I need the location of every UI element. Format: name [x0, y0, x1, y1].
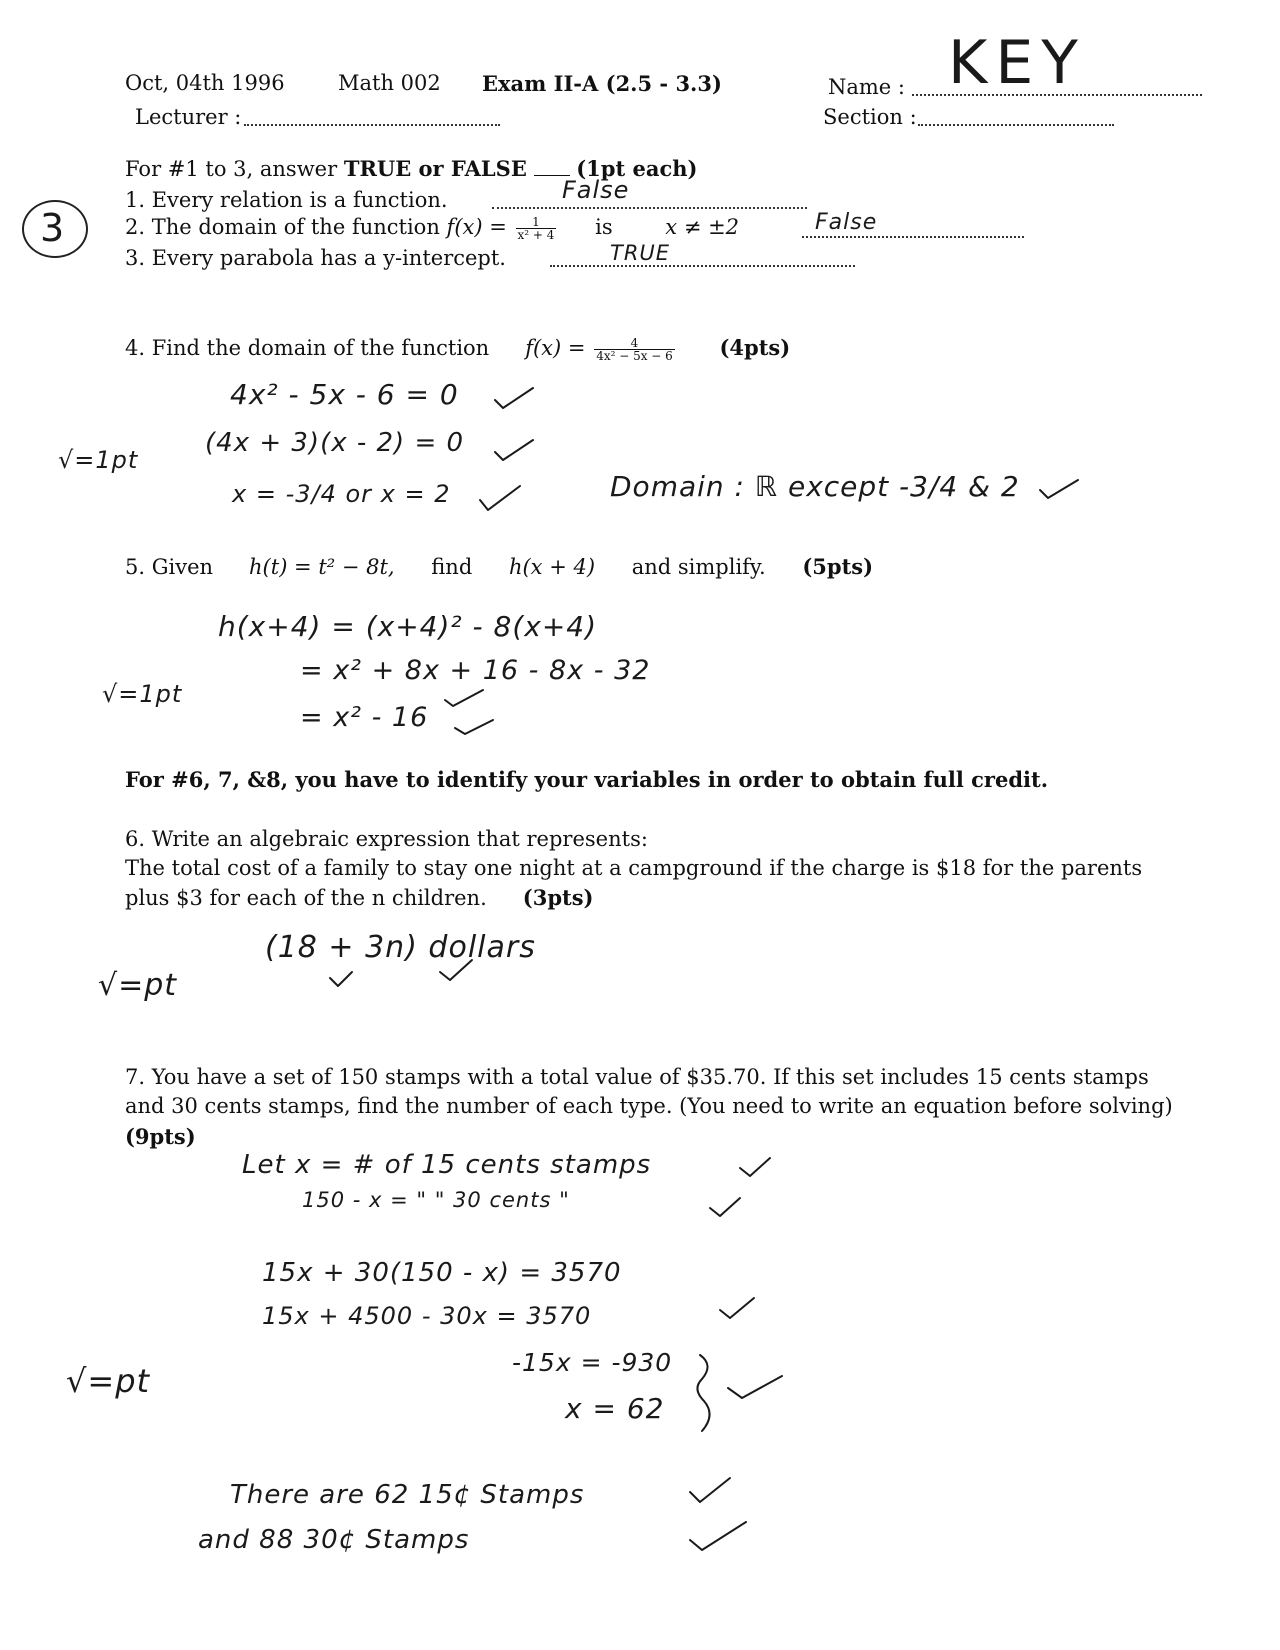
tf-answer-2: False [815, 210, 878, 235]
tf-answer-1: False [562, 176, 630, 204]
q5-margin-note: √=1pt [102, 680, 183, 708]
tf-item-3: 3. Every parabola has a y-intercept. [125, 246, 506, 270]
q4-work-2: (4x + 3)(x - 2) = 0 [205, 428, 465, 458]
q5-prompt: 5. Given h(t) = t² − 8t, find h(x + 4) and simplify. (5pts) [125, 554, 874, 579]
check-mark [495, 440, 533, 460]
q7-work-result-1: There are 62 15¢ Stamps [230, 1480, 585, 1510]
q7-work-result-2: and 88 30¢ Stamps [198, 1525, 470, 1555]
check-mark [710, 1198, 740, 1216]
score-value: 3 [40, 206, 66, 250]
tf-item-1: 1. Every relation is a function. [125, 188, 448, 212]
q7-work-let-2: 150 - x = " " 30 cents " [302, 1188, 570, 1212]
q6-line-1: 6. Write an algebraic expression that represents: [125, 827, 648, 851]
check-mark [495, 388, 533, 408]
q7-margin-note: √=pt [66, 1362, 151, 1400]
q7-line-2: and 30 cents stamps, find the number of each type. (You need to write an equation before solving) [125, 1094, 1173, 1118]
name-label: Name : [828, 75, 905, 99]
q5-work-2: = x² + 8x + 16 - 8x - 32 [300, 655, 651, 686]
q4-work-3: x = -3/4 or x = 2 [232, 480, 451, 508]
q7-work-let: Let x = # of 15 cents stamps [242, 1150, 652, 1180]
tf-answer-3: TRUE [610, 241, 671, 265]
q5-work-1: h(x+4) = (x+4)² - 8(x+4) [218, 610, 598, 643]
check-mark [728, 1376, 782, 1398]
q7-work-eq-2: 15x + 4500 - 30x = 3570 [262, 1302, 592, 1330]
q4-work-1: 4x² - 5x - 6 = 0 [230, 378, 459, 411]
course-name: Math 002 [338, 71, 441, 95]
check-mark [455, 720, 493, 734]
check-mark [720, 1298, 754, 1318]
q6-answer: (18 + 3n) dollars [265, 930, 536, 965]
q6-margin-note: √=pt [98, 968, 178, 1003]
exam-title: Exam II-A (2.5 - 3.3) [482, 71, 722, 96]
tf-item-2: 2. The domain of the function f(x) = $\frac{1}{\text{x² + 4}}$ is x ≠ ±2 [125, 215, 740, 242]
q6-line-3: plus $3 for each of the n children. (3pts) [125, 885, 594, 910]
q7-work-eq-1: 15x + 30(150 - x) = 3570 [262, 1258, 622, 1288]
check-mark [690, 1522, 746, 1550]
q7-work-eq-4: x = 62 [565, 1392, 665, 1425]
lecturer-label: Lecturer : [135, 105, 242, 129]
section-label: Section : [823, 105, 917, 129]
credit-instruction: For #6, 7, &8, you have to identify your variables in order to obtain full credit. [125, 767, 1049, 792]
q6-line-2: The total cost of a family to stay one night at a campground if the charge is $18 for the parents [125, 856, 1143, 880]
check-mark [445, 690, 483, 706]
tf-intro: For #1 to 3, answer TRUE or FALSE (1pt each) [125, 156, 698, 181]
check-mark [690, 1478, 730, 1502]
q7-line-1: 7. You have a set of 150 stamps with a total value of $35.70. If this set includes 15 cents stamps [125, 1065, 1149, 1089]
q4-prompt: 4. Find the domain of the function f(x) = $\frac{4}{\text{4x² − 5x − 6}}$ (4pts) [125, 335, 791, 363]
name-value-key: KEY [948, 28, 1086, 98]
check-mark [480, 486, 520, 510]
q4-margin-note: √=1pt [58, 446, 139, 474]
q4-work-domain: Domain : ℝ except -3/4 & 2 [610, 470, 1020, 503]
q7-points: (9pts) [125, 1124, 196, 1149]
q5-work-3: = x² - 16 [300, 702, 429, 733]
exam-date: Oct, 04th 1996 [125, 71, 285, 95]
brace-mark [697, 1355, 709, 1431]
check-mark [330, 972, 352, 986]
check-mark [740, 1158, 770, 1176]
check-mark [440, 960, 472, 980]
check-mark [1040, 480, 1078, 498]
q7-work-eq-3: -15x = -930 [512, 1348, 673, 1377]
